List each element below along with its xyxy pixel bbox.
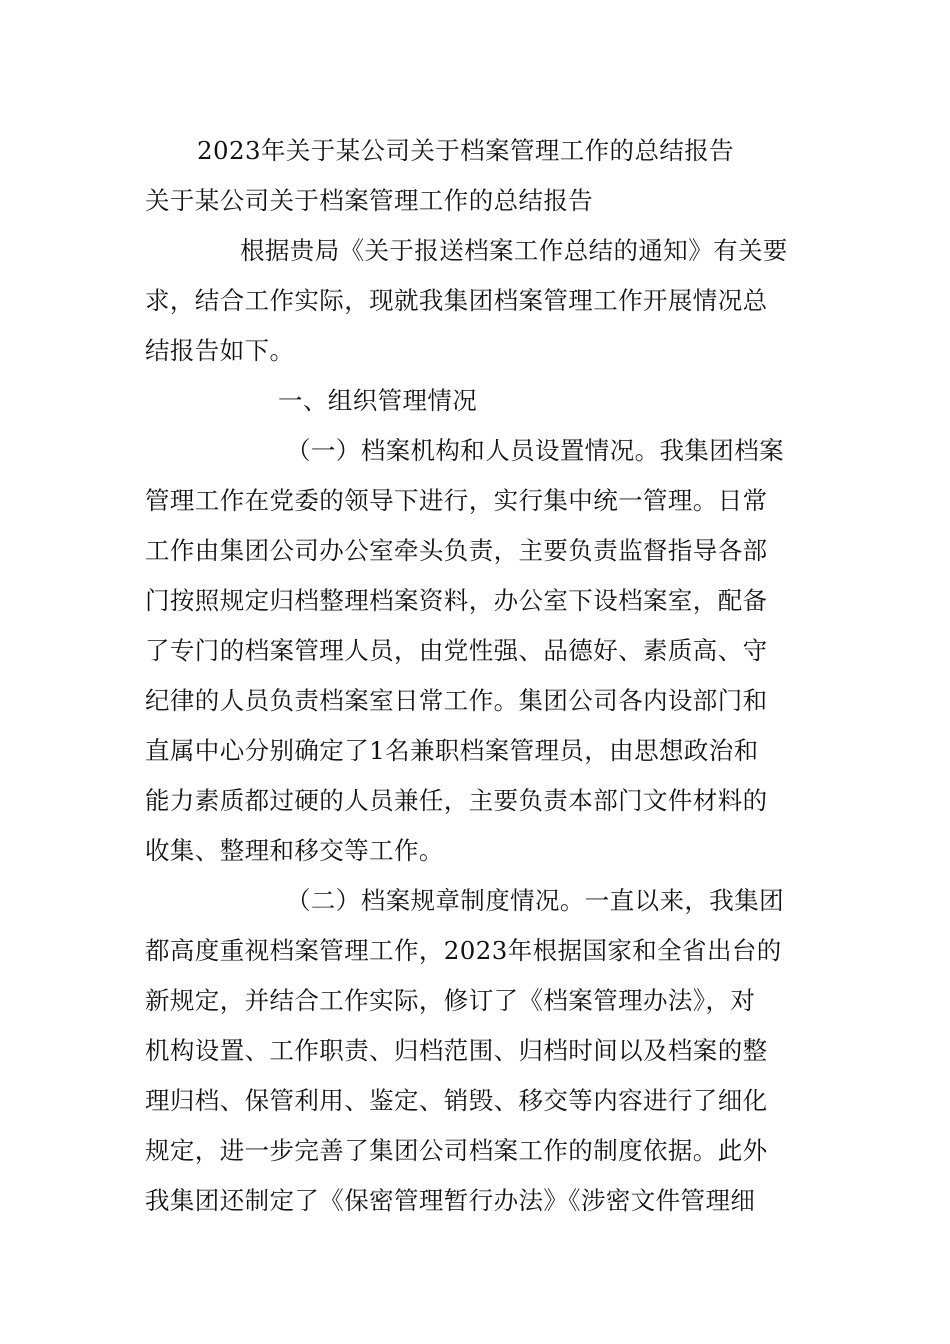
paragraph-line: 我集团还制定了《保密管理暂行办法》《涉密文件管理细 <box>145 1186 756 1215</box>
paragraph-line: 新规定，并结合工作实际，修订了《档案管理办法》，对 <box>145 986 756 1015</box>
paragraph-line: 收集、整理和移交等工作。 <box>145 836 444 865</box>
paragraph-line: 都高度重视档案管理工作，2023年根据国家和全省出台的 <box>145 936 782 965</box>
paragraph-line: 工作由集团公司办公室牵头负责，主要负责监督指导各部 <box>145 536 768 565</box>
paragraph-line: 能力素质都过硬的人员兼任，主要负责本部门文件材料的 <box>145 786 768 815</box>
paragraph-line: 直属中心分别确定了1名兼职档案管理员，由思想政治和 <box>145 736 759 765</box>
paragraph-line: 管理工作在党委的领导下进行，实行集中统一管理。日常 <box>145 486 768 515</box>
paragraph-line: 规定，进一步完善了集团公司档案工作的制度依据。此外 <box>145 1136 768 1165</box>
paragraph-line: 根据贵局《关于报送档案工作总结的通知》有关要 <box>240 236 788 265</box>
paragraph-line: 理归档、保管利用、鉴定、销毁、移交等内容进行了细化 <box>145 1086 768 1115</box>
paragraph-line: 结报告如下。 <box>145 336 295 365</box>
subsection-heading: （二）档案规章制度情况。一直以来，我集团 <box>286 886 784 915</box>
paragraph-line: 了专门的档案管理人员，由党性强、品德好、素质高、守 <box>145 636 768 665</box>
paragraph-line: 门按照规定归档整理档案资料，办公室下设档案室，配备 <box>145 586 768 615</box>
paragraph-line: 机构设置、工作职责、归档范围、归档时间以及档案的整 <box>145 1036 768 1065</box>
paragraph-line: 纪律的人员负责档案室日常工作。集团公司各内设部门和 <box>145 686 768 715</box>
document-title: 2023年关于某公司关于档案管理工作的总结报告 <box>197 136 735 165</box>
subsection-heading: （一）档案机构和人员设置情况。我集团档案 <box>286 436 784 465</box>
document-subtitle: 关于某公司关于档案管理工作的总结报告 <box>145 186 594 215</box>
paragraph-line: 求，结合工作实际，现就我集团档案管理工作开展情况总 <box>145 286 768 315</box>
section-heading: 一、组织管理情况 <box>278 386 478 415</box>
